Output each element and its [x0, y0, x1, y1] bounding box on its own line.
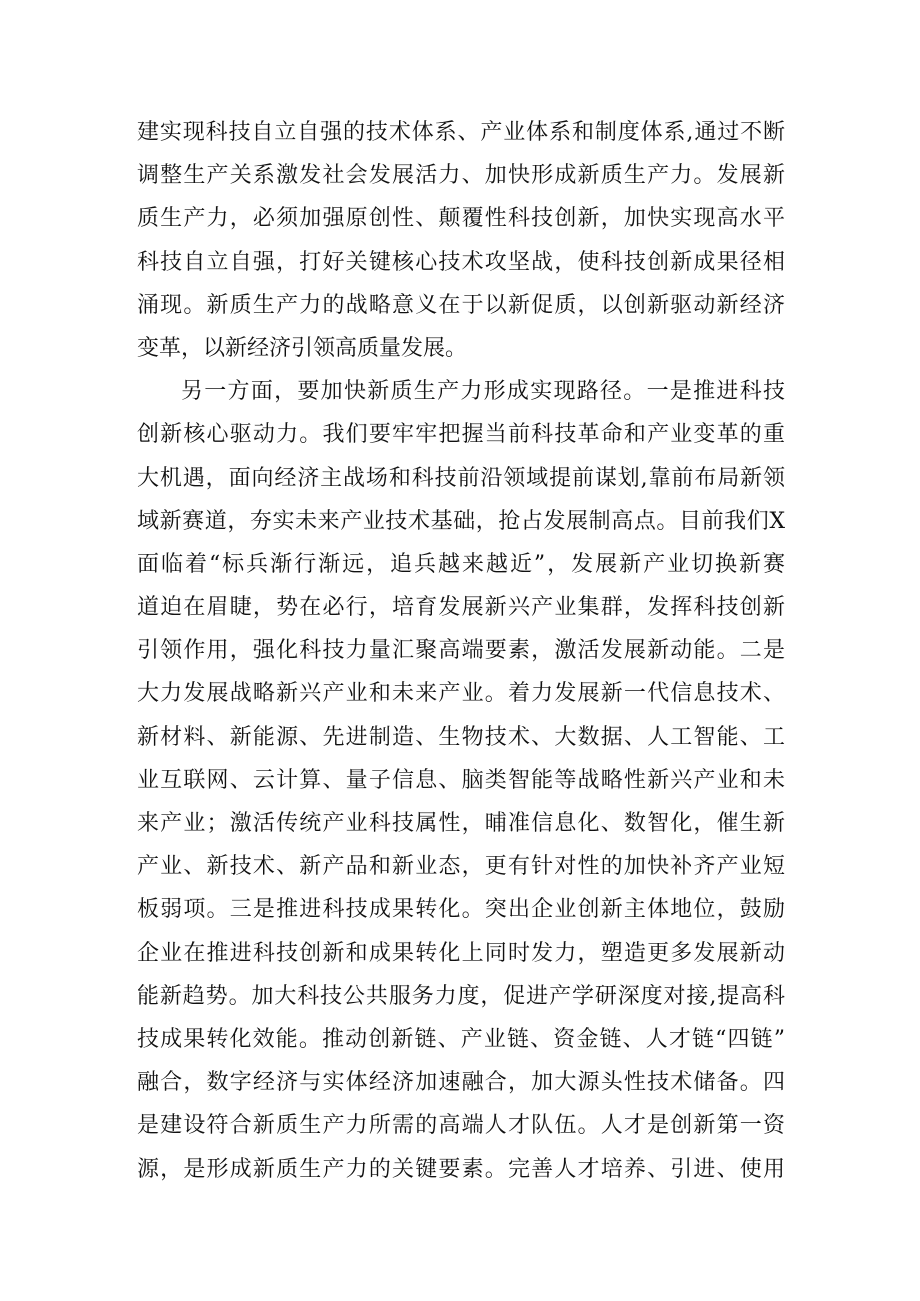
text-line: 创新核心驱动力。我们要牢牢把握当前科技革命和产业变革的重 — [137, 422, 785, 448]
text-line: 涌现。新质生产力的战略意义在于以新促质，以创新驱动新经济 — [137, 292, 785, 318]
paragraph-2 — [137, 370, 785, 1191]
text-line: 板弱项。三是推进科技成果转化。突出企业创新主体地位，鼓励 — [137, 897, 785, 923]
text-line: 面临着“标兵渐行渐远，追兵越来越近”，发展新产业切换新赛 — [137, 551, 785, 577]
document-body — [137, 111, 785, 1191]
text-line: 另一方面，要加快新质生产力形成实现路径。一是推进科技 — [181, 379, 785, 405]
text-line: 科技自立自强，打好关键核心技术攻坚战，使科技创新成果径相 — [137, 249, 785, 275]
text-line: 技成果转化效能。推动创新链、产业链、资金链、人才链“四链” — [137, 1026, 785, 1052]
text-line: 大力发展战略新兴产业和未来产业。着力发展新一代信息技术、 — [137, 681, 785, 707]
text-line: 业互联网、云计算、量子信息、脑类智能等战略性新兴产业和未 — [137, 767, 785, 793]
paragraph-1 — [137, 111, 785, 370]
text-line: 新材料、新能源、先进制造、生物技术、大数据、人工智能、工 — [137, 724, 785, 750]
text-line: 道迫在眉睫，势在必行，培育发展新兴产业集群，发挥科技创新 — [137, 595, 785, 621]
text-line: 能新趋势。加大科技公共服务力度，促进产学研深度对接,提高科 — [137, 983, 785, 1009]
text-line: 建实现科技自立自强的技术体系、产业体系和制度体系,通过不断 — [137, 120, 785, 145]
text-line: 企业在推进科技创新和成果转化上同时发力，塑造更多发展新动 — [137, 940, 785, 966]
text-line: 来产业；激活传统产业科技属性，晡准信息化、数智化，催生新 — [137, 811, 785, 836]
text-line: 是建设符合新质生产力所需的高端人才队伍。人才是创新第一资 — [137, 1113, 785, 1139]
text-line: 产业、新技术、新产品和新业态，更有针对性的加快补齐产业短 — [137, 854, 785, 880]
text-line: 调整生产关系激发社会发展活力、加快形成新质生产力。发展新 — [137, 163, 785, 189]
text-line: 引领作用，强化科技力量汇聚高端要素，激活发展新动能。二是 — [137, 638, 785, 664]
text-line: 源，是形成新质生产力的关键要素。完善人才培养、引进、使用 — [137, 1156, 785, 1182]
text-line: 融合，数字经济与实体经济加速融合，加大源头性技术储备。四 — [137, 1070, 785, 1096]
text-line: 大机遇，面向经济主战场和科技前沿领域提前谋划,靠前布局新领 — [137, 465, 785, 491]
text-line: 变革，以新经济引领高质量发展。 — [137, 335, 468, 361]
text-line: 质生产力，必须加强原创性、颠覆性科技创新，加快实现高水平 — [137, 206, 785, 232]
text-line: 域新赛道，夯实未来产业技术基础，抢占发展制高点。目前我们X — [137, 508, 785, 534]
